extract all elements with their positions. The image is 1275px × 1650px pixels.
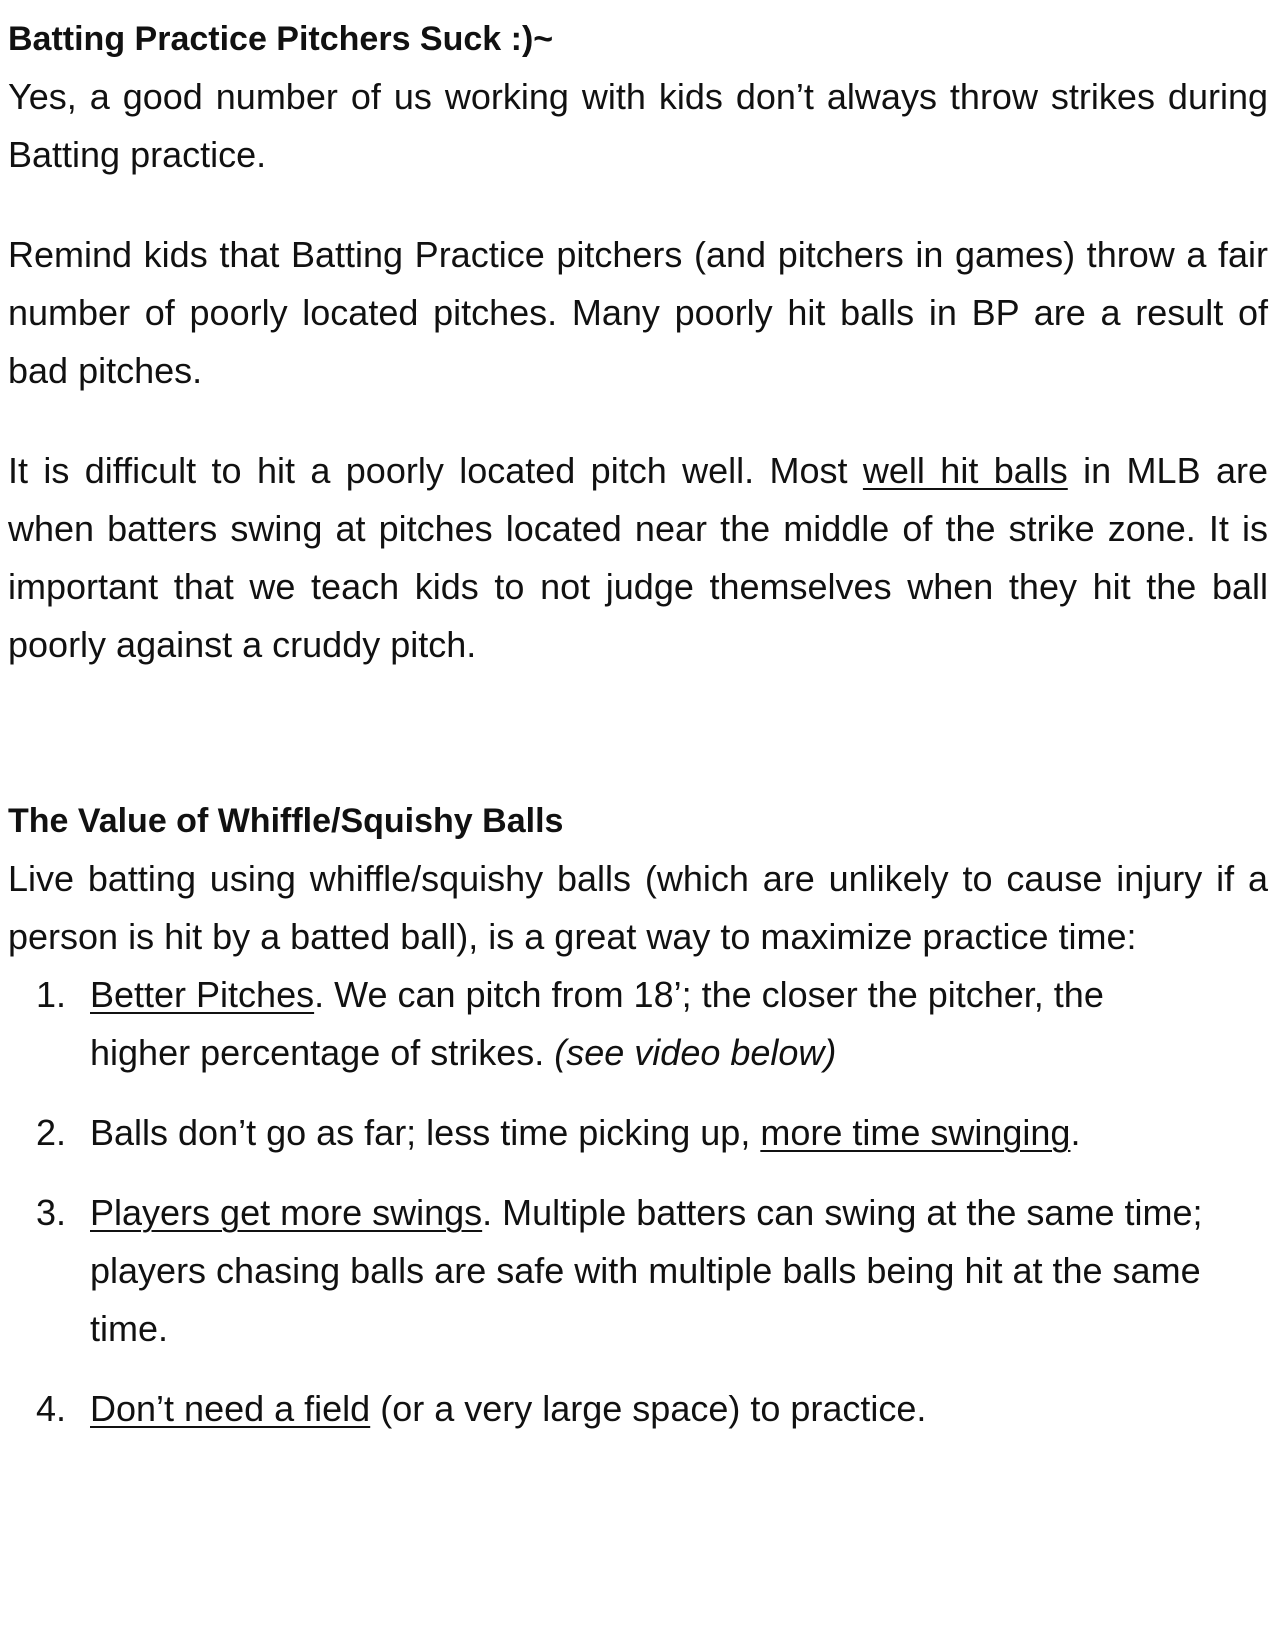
paragraph-2: Remind kids that Batting Practice pitchers (and pitchers in games) throw a fair number of poorly located pitches. Many poorly hit balls in BP are a result of bad pitches. bbox=[8, 234, 1268, 391]
list-number: 2. bbox=[36, 1112, 67, 1153]
underlined-lead: Players get more swings bbox=[90, 1192, 483, 1233]
underlined-tail: more time swinging bbox=[760, 1112, 1071, 1153]
list-number: 1. bbox=[36, 974, 67, 1015]
list-item bbox=[8, 1184, 1268, 1358]
list-item-tail: . bbox=[1070, 1112, 1081, 1153]
paragraph-3-text: It is difficult to hit a poorly located pitch well. Most bbox=[8, 450, 863, 491]
paragraph-3 bbox=[8, 442, 1268, 674]
list-number: 3. bbox=[36, 1192, 67, 1233]
italic-note: (see video below) bbox=[554, 1032, 837, 1073]
list-item-text: (or a very large space) to practice. bbox=[370, 1388, 927, 1429]
list-item-body bbox=[90, 1184, 1268, 1358]
numbered-list bbox=[8, 966, 1268, 1438]
list-number: 4. bbox=[36, 1388, 67, 1429]
underlined-phrase: well hit balls bbox=[862, 450, 1068, 491]
underlined-lead: Better Pitches bbox=[90, 974, 315, 1015]
list-item-text: . Multiple batters can swing at the same time; players chasing balls are safe with multiple balls being hit at the same time. bbox=[90, 1192, 1203, 1349]
list-item bbox=[8, 966, 1268, 1082]
section-intro: Live batting using whiffle/squishy balls (which are unlikely to cause injury if a person is hit by a batted ball), is a great way to maximize practice time: bbox=[8, 858, 1268, 957]
document-page bbox=[8, 10, 1268, 1460]
list-item-body bbox=[90, 1104, 1268, 1162]
section-batting-practice bbox=[8, 10, 1268, 674]
paragraph-3-text-end: in MLB are when batters swing at pitches located near the middle of the strike zone. It is important that we teach kids to not judge themselves when they hit the ball poorly against a cruddy pitch. bbox=[8, 450, 1268, 665]
list-item bbox=[8, 1380, 1268, 1438]
section-whiffle-balls bbox=[8, 792, 1268, 1438]
section-title: Batting Practice Pitchers Suck :)~ bbox=[8, 20, 554, 58]
list-item-text: Balls don’t go as far; less time picking up, bbox=[90, 1112, 761, 1153]
section-title: The Value of Whiffle/Squishy Balls bbox=[8, 802, 564, 840]
list-item bbox=[8, 1104, 1268, 1162]
list-item-text: . We can pitch from 18’; the closer the pitcher, the higher percentage of strikes. bbox=[90, 974, 1104, 1073]
list-item-body bbox=[90, 966, 1268, 1082]
list-item-body bbox=[90, 1380, 1268, 1438]
paragraph-1: Yes, a good number of us working with kids don’t always throw strikes during Batting practice. bbox=[8, 76, 1268, 175]
underlined-lead: Don’t need a field bbox=[90, 1388, 371, 1429]
